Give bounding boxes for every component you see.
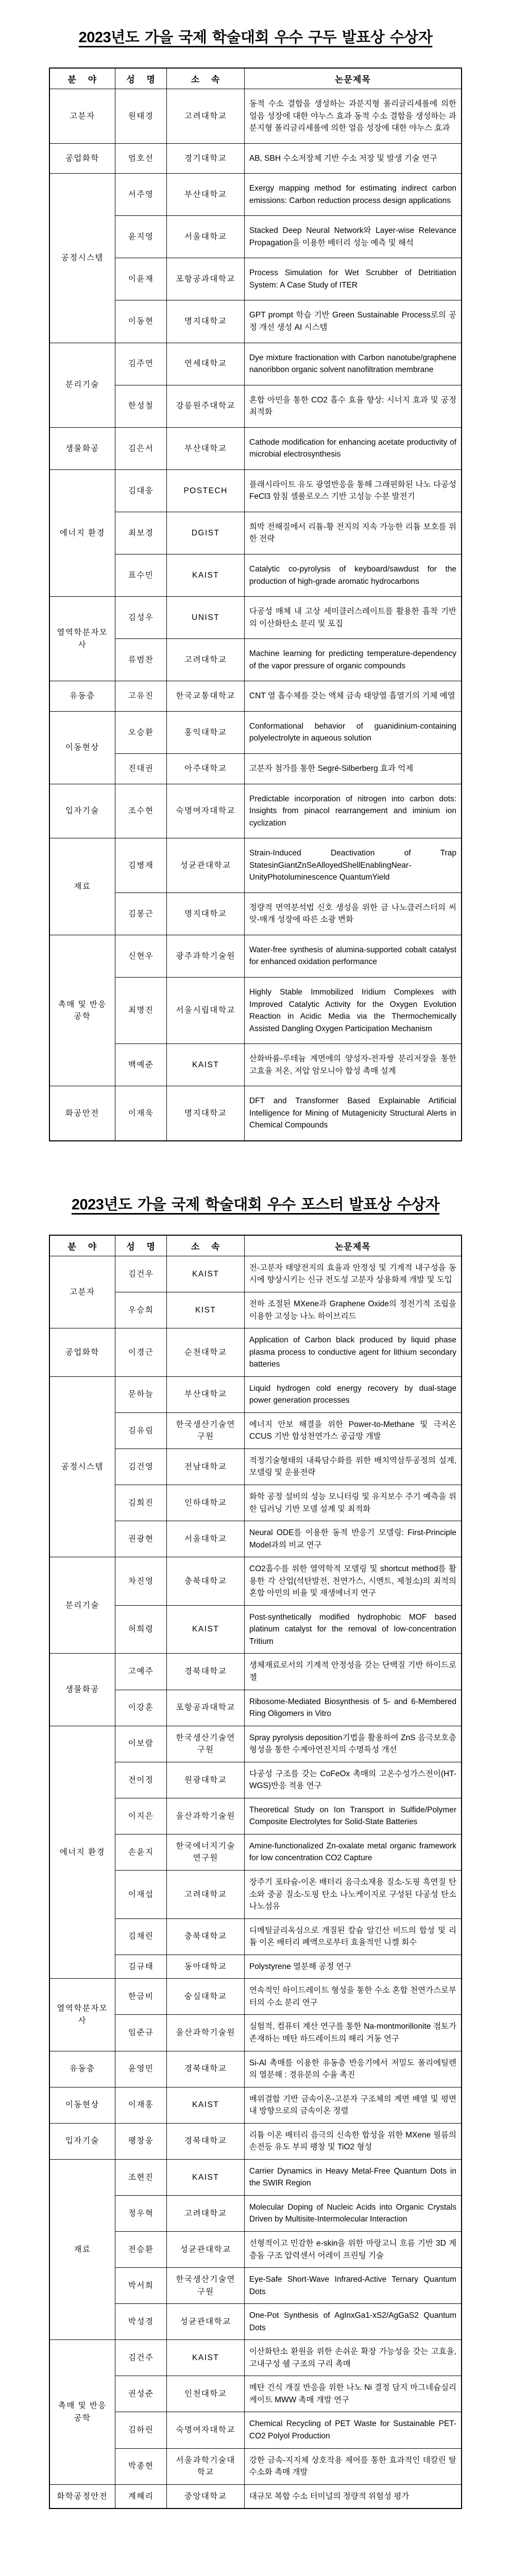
- affiliation-cell: 숭실대학교: [167, 1979, 244, 2015]
- field-cell: 입자기술: [49, 784, 115, 838]
- table-row: [49, 2340, 462, 2376]
- table-row: [49, 469, 462, 512]
- paper-title-cell: Liquid hydrogen cold energy recovery by dual-stage power generation processes: [244, 1376, 462, 1412]
- field-cell: 열역학분자모사: [49, 1979, 115, 2051]
- affiliation-cell: 원광대학교: [167, 1762, 244, 1798]
- table-row: [49, 89, 462, 144]
- affiliation-cell: 홍익대학교: [167, 711, 244, 753]
- affiliation-cell: 숙명여자대학교: [167, 784, 244, 838]
- header-affiliation: 소 속: [167, 1235, 244, 1256]
- table-row: [49, 838, 462, 893]
- affiliation-cell: 한국생산기술연구원: [167, 2268, 244, 2304]
- paper-title-cell: CNT 열 흡수체를 갖는 액체 금속 태양열 흡열기의 기체 예열: [244, 681, 462, 712]
- affiliation-cell: KAIST: [167, 2159, 244, 2195]
- name-cell: 김규태: [115, 1955, 167, 1979]
- name-cell: 이재욱: [115, 1086, 167, 1141]
- table-row: [49, 711, 462, 753]
- affiliation-cell: 서울대학교: [167, 1521, 244, 1557]
- paper-title-cell: Strain-Induced Deactivation of Trap StatesinGiantZnSeAlloyedShellEnablingNear-UnityPhotoluminescence QuantumYield: [244, 838, 462, 893]
- name-cell: 이지은: [115, 1798, 167, 1834]
- field-cell: 분리기술: [49, 1557, 115, 1654]
- affiliation-cell: 광주과학기술원: [167, 935, 244, 977]
- paper-title-cell: GPT prompt 학습 기반 Green Sustainable Process로의 공정 개선 생성 AI 시스템: [244, 300, 462, 343]
- table-row: [49, 143, 462, 174]
- affiliation-cell: 고려대학교: [167, 2195, 244, 2231]
- affiliation-cell: 강릉원주대학교: [167, 385, 244, 427]
- header-field: 분 야: [49, 1235, 115, 1256]
- affiliation-cell: KAIST: [167, 1044, 244, 1086]
- paper-title-cell: Ribosome-Mediated Biosynthesis of 5- and 6-Membered Ring Oligomers in Vitro: [244, 1690, 462, 1726]
- affiliation-cell: KAIST: [167, 1605, 244, 1654]
- affiliation-cell: 서울시립대학교: [167, 977, 244, 1043]
- name-cell: 권성준: [115, 2376, 167, 2412]
- header-name: 성 명: [115, 1235, 167, 1256]
- table-row: [49, 1557, 462, 1606]
- paper-title-cell: Exergy mapping method for estimating indirect carbon emissions: Carbon reduction process design applications: [244, 174, 462, 216]
- name-cell: 김하린: [115, 2412, 167, 2448]
- field-cell: 재료: [49, 838, 115, 935]
- name-cell: 윤영민: [115, 2051, 167, 2087]
- header-field: 분 야: [49, 68, 115, 89]
- paper-title-cell: 희박 전해질에서 리튬-황 전지의 지속 가능한 리튬 보호를 위한 전략: [244, 512, 462, 554]
- name-cell: 표수민: [115, 554, 167, 597]
- affiliation-cell: 동아대학교: [167, 1955, 244, 1979]
- affiliation-cell: 경북대학교: [167, 2051, 244, 2087]
- affiliation-cell: 전남대학교: [167, 1449, 244, 1485]
- affiliation-cell: 고려대학교: [167, 1871, 244, 1919]
- affiliation-cell: 성균관대학교: [167, 838, 244, 893]
- table-row: [49, 2087, 462, 2123]
- name-cell: 조현진: [115, 2159, 167, 2195]
- oral-award-title: 2023년도 가을 국제 학술대회 우수 구두 발표상 수상자: [78, 29, 433, 46]
- field-cell: 입자기술: [49, 2123, 115, 2159]
- paper-title-cell: AB, SBH 수소저장체 기반 수소 저장 및 발생 기술 연구: [244, 143, 462, 174]
- paper-title-cell: 고분자 첨가를 통한 Segré-Silberberg 효과 억제: [244, 753, 462, 784]
- name-cell: 전이정: [115, 1762, 167, 1798]
- paper-title-cell: 플래시라이트 유도 광열반응을 통해 그래핀화된 나노 다공성 FeCl3 함침 셀룰로오스 기반 고성능 수분 발전기: [244, 469, 462, 512]
- poster-award-table-body: [49, 1256, 462, 2508]
- name-cell: 고유진: [115, 681, 167, 712]
- paper-title-cell: Post-synthetically modified hydrophobic MOF based platinum catalyst for the removal of low-concentration Tritium: [244, 1605, 462, 1654]
- table-row: [49, 1328, 462, 1377]
- table-row: [49, 681, 462, 712]
- paper-title-cell: 강한 금속-지지체 상호작용 제어를 통한 효과적인 데칼린 탈수소화 촉매 개발: [244, 2448, 462, 2484]
- paper-title-cell: 메탄 건식 개질 반응을 위한 나노 Ni 결정 담지 마그네슘실리케이트 MWW 촉매 개발 연구: [244, 2376, 462, 2412]
- name-cell: 이경근: [115, 1328, 167, 1377]
- name-cell: 김채린: [115, 1918, 167, 1955]
- paper-title-cell: Process Simulation for Wet Scrubber of Detritiation System: A Case Study of ITER: [244, 258, 462, 300]
- affiliation-cell: UNIST: [167, 597, 244, 639]
- affiliation-cell: 아주대학교: [167, 753, 244, 784]
- name-cell: 손윤지: [115, 1834, 167, 1870]
- name-cell: 팽창웅: [115, 2123, 167, 2159]
- field-cell: 고분자: [49, 1256, 115, 1328]
- affiliation-cell: 울산과학기술원: [167, 1798, 244, 1834]
- paper-title-cell: Neural ODE를 이용한 동적 반응기 모델링: First-Principle Model과의 비교 연구: [244, 1521, 462, 1557]
- name-cell: 원태경: [115, 89, 167, 144]
- affiliation-cell: 서울대학교: [167, 216, 244, 258]
- field-cell: 에너지 환경: [49, 469, 115, 596]
- affiliation-cell: 울산과학기술원: [167, 2015, 244, 2051]
- name-cell: 김희진: [115, 1485, 167, 1521]
- name-cell: 차진영: [115, 1557, 167, 1606]
- field-cell: 화공안전: [49, 1086, 115, 1141]
- field-cell: 공정시스템: [49, 174, 115, 343]
- paper-title-cell: 화학 공정 설비의 성능 모니터링 및 유지보수 주기 예측을 위한 딥러닝 기반 모델 설계 및 최적화: [244, 1485, 462, 1521]
- affiliation-cell: 명지대학교: [167, 300, 244, 343]
- name-cell: 김성우: [115, 597, 167, 639]
- name-cell: 박성경: [115, 2304, 167, 2340]
- table-row: [49, 2051, 462, 2087]
- name-cell: 신현우: [115, 935, 167, 977]
- table-row: [49, 1256, 462, 1292]
- affiliation-cell: KAIST: [167, 2087, 244, 2123]
- name-cell: 김봉근: [115, 893, 167, 935]
- poster-award-title: 2023년도 가을 국제 학술대회 우수 포스터 발표상 수상자: [71, 1196, 440, 1213]
- affiliation-cell: 충북대학교: [167, 1918, 244, 1955]
- field-cell: 공업화학: [49, 1328, 115, 1377]
- header-name: 성 명: [115, 68, 167, 89]
- name-cell: 이재홍: [115, 2087, 167, 2123]
- name-cell: 이강훈: [115, 1690, 167, 1726]
- paper-title-cell: One-Pot Synthesis of AgInxGa1-xS2/AgGaS2 Quantum Dots: [244, 2304, 462, 2340]
- field-cell: 화학공정안전: [49, 2484, 115, 2508]
- name-cell: 임준규: [115, 2015, 167, 2051]
- paper-title-cell: 디메틸글리옥심으로 개질된 칼슘 알긴산 비드의 합성 및 리튬 이온 배터리 폐액으로부터 효율적인 니켈 회수: [244, 1918, 462, 1955]
- oral-award-table-body: [49, 89, 462, 1141]
- affiliation-cell: 서울과학기술대학교: [167, 2448, 244, 2484]
- field-cell: 공정시스템: [49, 1376, 115, 1557]
- paper-title-cell: 전-고분자 태양전지의 효율과 안정성 및 기계적 내구성을 동시에 향상시키는 신규 전도성 고분자 상용화제 개발 및 도입: [244, 1256, 462, 1292]
- paper-title-cell: 리튬 이온 배터리 음극의 신속한 합성을 위한 MXene 필름의 손전등 유도 부피 팽창 및 TiO2 형성: [244, 2123, 462, 2159]
- name-cell: 계혜리: [115, 2484, 167, 2508]
- name-cell: 김건영: [115, 1449, 167, 1485]
- paper-title-cell: 생체재료로서의 기계적 안정성을 갖는 단백질 기반 하이드로젤: [244, 1654, 462, 1690]
- name-cell: 오승환: [115, 711, 167, 753]
- field-cell: 열역학분자모사: [49, 597, 115, 681]
- affiliation-cell: 명지대학교: [167, 893, 244, 935]
- paper-title-cell: DFT and Transformer Based Explainable Artificial Intelligence for Mining of Mutagenicity Structural Alerts in Chemical Compounds: [244, 1086, 462, 1141]
- field-cell: 이동현상: [49, 711, 115, 784]
- name-cell: 김은서: [115, 427, 167, 469]
- affiliation-cell: 부산대학교: [167, 174, 244, 216]
- name-cell: 한금비: [115, 1979, 167, 2015]
- affiliation-cell: 충북대학교: [167, 1557, 244, 1606]
- header-paper-title: 논문제목: [244, 68, 462, 89]
- paper-title-cell: Predictable incorporation of nitrogen into carbon dots: Insights from pinacol rearrangement and iminium ion cyclization: [244, 784, 462, 838]
- affiliation-cell: KAIST: [167, 554, 244, 597]
- name-cell: 정우혁: [115, 2195, 167, 2231]
- affiliation-cell: 중앙대학교: [167, 2484, 244, 2508]
- affiliation-cell: 경기대학교: [167, 143, 244, 174]
- table-row: [49, 1726, 462, 1762]
- paper-title-cell: Cathode modification for enhancing acetate productivity of microbial electrosynthesis: [244, 427, 462, 469]
- field-cell: 재료: [49, 2159, 115, 2339]
- affiliation-cell: DGIST: [167, 512, 244, 554]
- affiliation-cell: 부산대학교: [167, 427, 244, 469]
- field-cell: 생물화공: [49, 1654, 115, 1726]
- paper-title-cell: Water-free synthesis of alumina-supported cobalt catalyst for enhanced oxidation performance: [244, 935, 462, 977]
- name-cell: 최명진: [115, 977, 167, 1043]
- affiliation-cell: 경북대학교: [167, 2123, 244, 2159]
- paper-title-cell: 정량적 면역분석법 신호 생성을 위한 금 나노클러스터의 씨앗-매개 성장에 따른 소광 변화: [244, 893, 462, 935]
- paper-title-cell: Conformational behavior of guanidinium-containing polyelectrolyte in aqueous solution: [244, 711, 462, 753]
- oral-award-table: [49, 68, 462, 1141]
- name-cell: 전승환: [115, 2231, 167, 2267]
- paper-title-cell: Molecular Doping of Nucleic Acids into Organic Crystals Driven by Multisite-Intermolecular Interaction: [244, 2195, 462, 2231]
- field-cell: 유동층: [49, 681, 115, 712]
- affiliation-cell: 한국교통대학교: [167, 681, 244, 712]
- field-cell: 에너지 환경: [49, 1726, 115, 1979]
- field-cell: 이동현상: [49, 2087, 115, 2123]
- affiliation-cell: 인하대학교: [167, 1485, 244, 1521]
- affiliation-cell: KAIST: [167, 2340, 244, 2376]
- header-affiliation: 소 속: [167, 68, 244, 89]
- name-cell: 이재섭: [115, 1871, 167, 1919]
- name-cell: 이동현: [115, 300, 167, 343]
- paper-title-cell: 산화바륨-루테늄 계면에의 양성자-전자쌍 분리저장을 통한 고효율 저온, 저압 암모니아 합성 촉매 설계: [244, 1044, 462, 1086]
- name-cell: 허희령: [115, 1605, 167, 1654]
- name-cell: 박종현: [115, 2448, 167, 2484]
- table-row: [49, 2123, 462, 2159]
- table-row: [49, 1979, 462, 2015]
- header-row: [49, 68, 462, 89]
- name-cell: 류범찬: [115, 639, 167, 681]
- paper-title-cell: 적정기술형태의 내륙담수화를 위한 배치역삼투공정의 설계, 모델링 및 운용전략: [244, 1449, 462, 1485]
- name-cell: 우승희: [115, 1292, 167, 1328]
- paper-title-cell: 다공성 구조를 갖는 CoFeOx 촉매의 고온수성가스전이(HT-WGS)반응 적용 연구: [244, 1762, 462, 1798]
- paper-title-cell: 혼합 아민을 통한 CO2 흡수 효율 향상: 시너지 효과 및 공정 최적화: [244, 385, 462, 427]
- paper-title-cell: 대규모 복합 수소 터미널의 정량적 위험성 평가: [244, 2484, 462, 2508]
- paper-title-cell: Si-Al 촉매를 이용한 유동층 반응기에서 저밀도 폴리에틸렌의 열분해 : 경유분의 수율 촉진: [244, 2051, 462, 2087]
- table-row: [49, 597, 462, 639]
- paper-title-cell: 연속적인 하이드레이트 형성을 통한 수소 혼합 천연가스로부터의 수소 분리 연구: [244, 1979, 462, 2015]
- affiliation-cell: 고려대학교: [167, 639, 244, 681]
- paper-title-cell: Spray pyrolysis deposition기법을 활용하여 ZnS 음극보호층 형성을 통한 수계아연전지의 수명특성 개선: [244, 1726, 462, 1762]
- affiliation-cell: 부산대학교: [167, 1376, 244, 1412]
- paper-title-cell: 장주기 포타슘-이온 배터리 음극소재용 질소-도핑 흑연질 탄소와 중공 질소-도핑 탄소 나노케이지로 구성된 다공성 탄소 나노섬유: [244, 1871, 462, 1919]
- name-cell: 박서희: [115, 2268, 167, 2304]
- table-row: [49, 1654, 462, 1690]
- field-cell: 생물화공: [49, 427, 115, 469]
- paper-title-cell: Application of Carbon black produced by liquid phase plasma process to conductive agent for lithium secondary batteries: [244, 1328, 462, 1377]
- header-paper-title: 논문제목: [244, 1235, 462, 1256]
- paper-title-cell: Highly Stable Immobilized Iridium Complexes with Improved Catalytic Activity for the Oxygen Evolution Reaction in Acidic Media via the Thermochemically Assisted Dangling Oxygen Participation Mechanism: [244, 977, 462, 1043]
- name-cell: 최보경: [115, 512, 167, 554]
- paper-title-cell: 에너지 안보 해결을 위한 Power-to-Methane 및 극저온 CCUS 기반 합성천연가스 공급망 개발: [244, 1412, 462, 1449]
- affiliation-cell: 순천대학교: [167, 1328, 244, 1377]
- paper-title-cell: Dye mixture fractionation with Carbon nanotube/graphene nanoribbon organic solvent nanofiltration membrane: [244, 343, 462, 385]
- oral-award-section: [49, 26, 462, 1141]
- poster-award-section: [49, 1193, 462, 2509]
- name-cell: 진대권: [115, 753, 167, 784]
- affiliation-cell: 숙명여자대학교: [167, 2412, 244, 2448]
- name-cell: 한성철: [115, 385, 167, 427]
- name-cell: 김건주: [115, 2340, 167, 2376]
- affiliation-cell: 경북대학교: [167, 1654, 244, 1690]
- affiliation-cell: 성균관대학교: [167, 2304, 244, 2340]
- affiliation-cell: KIST: [167, 1292, 244, 1328]
- name-cell: 윤지영: [115, 216, 167, 258]
- name-cell: 김병재: [115, 838, 167, 893]
- name-cell: 엄호선: [115, 143, 167, 174]
- field-cell: 촉매 및 반응공학: [49, 935, 115, 1086]
- paper-title-cell: Stacked Deep Neural Network와 Layer-wise Relevance Propagation을 이용한 배터리 성능 예측 및 해석: [244, 216, 462, 258]
- paper-title-cell: 다공성 매체 내 고상 세미클러스레이트를 활용한 흡착 기반의 이산화탄소 분리 및 포집: [244, 597, 462, 639]
- name-cell: 김주연: [115, 343, 167, 385]
- paper-title-cell: Chemical Recycling of PET Waste for Sustainable PET-CO2 Polyol Production: [244, 2412, 462, 2448]
- name-cell: 문하늘: [115, 1376, 167, 1412]
- paper-title-cell: Polystyrene 열분해 공정 연구: [244, 1955, 462, 1979]
- paper-title-cell: 배위결합 기반 금속이온-고분자 구조체의 계면 배열 및 평면 내 방향으로의 금속이온 정렬: [244, 2087, 462, 2123]
- header-row: [49, 1235, 462, 1256]
- table-row: [49, 1376, 462, 1412]
- name-cell: 이윤재: [115, 258, 167, 300]
- field-cell: 공업화학: [49, 143, 115, 174]
- paper-title-cell: 실험적, 컴퓨터 계산 연구를 통한 Na-montmorillonite 점토가 존재하는 메탄 하드레이트의 해리 거동 연구: [244, 2015, 462, 2051]
- name-cell: 김유림: [115, 1412, 167, 1449]
- affiliation-cell: 고려대학교: [167, 89, 244, 144]
- paper-title-cell: Machine learning for predicting temperature-dependency of the vapor pressure of organic compounds: [244, 639, 462, 681]
- name-cell: 백예준: [115, 1044, 167, 1086]
- name-cell: 권광현: [115, 1521, 167, 1557]
- table-row: [49, 1086, 462, 1141]
- affiliation-cell: 포항공과대학교: [167, 258, 244, 300]
- paper-title-cell: 선형적이고 민감한 e-skin을 위한 마랑고니 흐름 기반 3D 계층돔 구조 압력센서 어레이 프린팅 기술: [244, 2231, 462, 2267]
- affiliation-cell: 한국생산기술연구원: [167, 1726, 244, 1762]
- field-cell: 고분자: [49, 89, 115, 144]
- table-row: [49, 784, 462, 838]
- paper-title-cell: Amine-functionalized Zn-oxalate metal organic framework for low concentration CO2 Capture: [244, 1834, 462, 1870]
- affiliation-cell: 한국생산기술연구원: [167, 1412, 244, 1449]
- affiliation-cell: 포항공과대학교: [167, 1690, 244, 1726]
- paper-title-cell: Catalytic co-pyrolysis of keyboard/sawdust for the production of high-grade aromatic hydrocarbons: [244, 554, 462, 597]
- affiliation-cell: POSTECH: [167, 469, 244, 512]
- table-row: [49, 174, 462, 216]
- paper-title-cell: 동적 수소 결합을 생성하는 과분지형 폴리글리세롤에 의한 얼음 성장에 대한 야누스 효과 동적 수소 결합을 생성하는 과분지형 폴리글리세롤에 의한 얼음 성장에 대한 야누스 효과: [244, 89, 462, 144]
- name-cell: 고예주: [115, 1654, 167, 1690]
- field-cell: 촉매 및 반응공학: [49, 2340, 115, 2484]
- paper-title-cell: Carrier Dynamics in Heavy Metal-Free Quantum Dots in the SWIR Region: [244, 2159, 462, 2195]
- affiliation-cell: 인천대학교: [167, 2376, 244, 2412]
- affiliation-cell: 명지대학교: [167, 1086, 244, 1141]
- paper-title-cell: 전하 조절된 MXene과 Graphene Oxide의 정전기적 조립을 이용한 고성능 나노 하이브리드: [244, 1292, 462, 1328]
- table-row: [49, 2484, 462, 2508]
- affiliation-cell: 연세대학교: [167, 343, 244, 385]
- name-cell: 이보람: [115, 1726, 167, 1762]
- name-cell: 김건우: [115, 1256, 167, 1292]
- affiliation-cell: 성균관대학교: [167, 2231, 244, 2267]
- field-cell: 유동층: [49, 2051, 115, 2087]
- table-row: [49, 935, 462, 977]
- poster-award-table: [49, 1235, 462, 2509]
- table-row: [49, 427, 462, 469]
- paper-title-cell: 이산화탄소 환원을 위한 손쉬운 확장 가능성을 갖는 고효율, 고내구성 쉘 구조의 구리 촉매: [244, 2340, 462, 2376]
- affiliation-cell: KAIST: [167, 1256, 244, 1292]
- name-cell: 서주영: [115, 174, 167, 216]
- table-row: [49, 343, 462, 385]
- affiliation-cell: 한국에너지기술연구원: [167, 1834, 244, 1870]
- paper-title-cell: Theoretical Study on Ion Transport in Sulfide/Polymer Composite Electrolytes for Solid-State Batteries: [244, 1798, 462, 1834]
- paper-title-cell: Eye-Safe Short-Wave Infrared-Active Ternary Quantum Dots: [244, 2268, 462, 2304]
- name-cell: 김대웅: [115, 469, 167, 512]
- table-row: [49, 2159, 462, 2195]
- field-cell: 분리기술: [49, 343, 115, 427]
- name-cell: 조수현: [115, 784, 167, 838]
- paper-title-cell: CO2흡수를 위한 열역학적 모델링 및 shortcut method를 활용한 각 산업(석탄발전, 천연가스, 시멘트, 제철소)의 최적의 혼합 아민의 비율 및 재생에너지 연구: [244, 1557, 462, 1606]
